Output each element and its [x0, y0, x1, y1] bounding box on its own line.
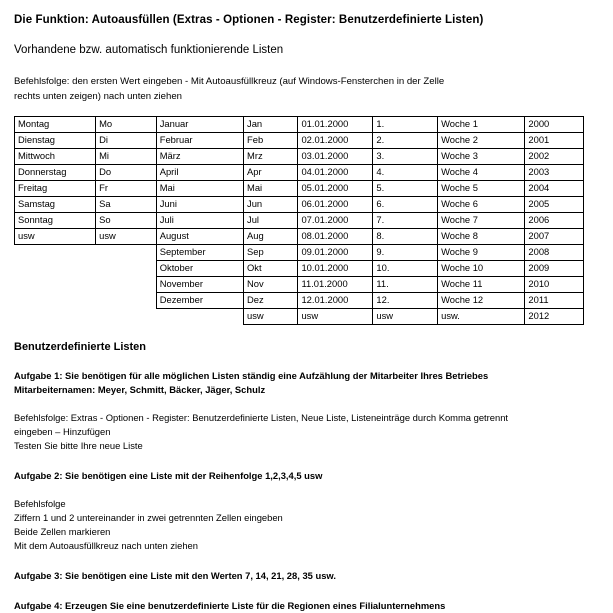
table-cell: [96, 277, 157, 293]
table-row: [15, 181, 584, 197]
task-2-command-line-1: Ziffern 1 und 2 untereinander in zwei getrennten Zellen eingeben: [14, 512, 283, 523]
table-cell: [96, 309, 157, 325]
task-4-heading: Aufgabe 4: Erzeugen Sie eine benutzerdefinierte Liste für die Regionen eines Filialunternehmens: [14, 600, 446, 611]
table-cell: 12.01.2000: [298, 293, 373, 309]
table-cell: Aug: [244, 229, 298, 245]
table-cell: 05.01.2000: [298, 181, 373, 197]
table-cell: Sonntag: [15, 213, 96, 229]
table-cell: 12.: [373, 293, 438, 309]
table-row: [15, 213, 584, 229]
table-cell: 11.01.2000: [298, 277, 373, 293]
table-cell: Mrz: [244, 149, 298, 165]
table-cell: 2007: [525, 229, 584, 245]
table-cell: 9.: [373, 245, 438, 261]
table-cell: Freitag: [15, 181, 96, 197]
table-cell: 10.01.2000: [298, 261, 373, 277]
table-cell: [15, 309, 96, 325]
table-cell: [96, 261, 157, 277]
page-subtitle: Vorhandene bzw. automatisch funktionierende Listen: [14, 44, 284, 56]
table-cell: Mi: [96, 149, 157, 165]
table-cell: Woche 5: [438, 181, 525, 197]
table-cell: Montag: [15, 117, 96, 133]
table-cell: Januar: [156, 117, 243, 133]
table-cell: Mai: [156, 181, 243, 197]
task-1-command-block: [14, 411, 599, 453]
table-cell: Juli: [156, 213, 243, 229]
table-cell: So: [96, 213, 157, 229]
page-title: Die Funktion: Autoausfüllen (Extras - Optionen - Register: Benutzerdefinierte Listen): [14, 14, 484, 26]
table-cell: Woche 2: [438, 133, 525, 149]
table-row: [15, 293, 584, 309]
table-cell: Mo: [96, 117, 157, 133]
table-cell: Donnerstag: [15, 165, 96, 181]
task-2-command-block: [14, 497, 599, 553]
table-cell: Mittwoch: [15, 149, 96, 165]
table-cell: [15, 261, 96, 277]
table-cell: Nov: [244, 277, 298, 293]
table-cell: 1.: [373, 117, 438, 133]
table-cell: usw: [373, 309, 438, 325]
table-cell: 3.: [373, 149, 438, 165]
instruction-line-1: Befehlsfolge: den ersten Wert eingeben - Mit Autoausfüllkreuz (auf Windows-Fensterchen in der Zelle: [14, 76, 445, 87]
table-cell: Do: [96, 165, 157, 181]
table-row: [15, 197, 584, 213]
table-cell: 2012: [525, 309, 584, 325]
table-cell: 2008: [525, 245, 584, 261]
task-1-command-line-2: eingeben – Hinzufügen: [14, 426, 111, 437]
table-cell: 7.: [373, 213, 438, 229]
table-row: [15, 261, 584, 277]
table-cell: Dezember: [156, 293, 243, 309]
task-1-heading: [14, 369, 599, 397]
table-cell: November: [156, 277, 243, 293]
table-cell: März: [156, 149, 243, 165]
table-cell: [156, 309, 243, 325]
table-row: [15, 133, 584, 149]
table-row: [15, 149, 584, 165]
table-cell: Dez: [244, 293, 298, 309]
table-cell: September: [156, 245, 243, 261]
instruction-line-2: rechts unten zeigen) nach unten ziehen: [14, 91, 183, 102]
table-cell: Woche 11: [438, 277, 525, 293]
table-cell: usw: [244, 309, 298, 325]
table-cell: Dienstag: [15, 133, 96, 149]
table-cell: 5.: [373, 181, 438, 197]
table-cell: Fr: [96, 181, 157, 197]
task-2-heading: Aufgabe 2: Sie benötigen eine Liste mit der Reihenfolge 1,2,3,4,5 usw: [14, 470, 323, 481]
table-cell: [15, 245, 96, 261]
table-cell: 04.01.2000: [298, 165, 373, 181]
table-cell: [15, 293, 96, 309]
autofill-lists-table: [14, 116, 584, 325]
table-cell: 8.: [373, 229, 438, 245]
table-cell: Di: [96, 133, 157, 149]
table-row: [15, 309, 584, 325]
table-cell: Woche 8: [438, 229, 525, 245]
table-cell: Feb: [244, 133, 298, 149]
table-cell: Woche 10: [438, 261, 525, 277]
table-cell: 2004: [525, 181, 584, 197]
task-1-line-1: Aufgabe 1: Sie benötigen für alle möglichen Listen ständig eine Aufzählung der Mitarbeiter Ihres Betriebes: [14, 370, 489, 381]
table-cell: Woche 9: [438, 245, 525, 261]
table-cell: 07.01.2000: [298, 213, 373, 229]
table-cell: Samstag: [15, 197, 96, 213]
table-cell: Oktober: [156, 261, 243, 277]
table-cell: 09.01.2000: [298, 245, 373, 261]
table-cell: 4.: [373, 165, 438, 181]
table-cell: Apr: [244, 165, 298, 181]
table-cell: 2010: [525, 277, 584, 293]
table-cell: usw: [298, 309, 373, 325]
table-body: [15, 117, 584, 325]
table-cell: usw: [96, 229, 157, 245]
table-cell: April: [156, 165, 243, 181]
section-heading-custom-lists: Benutzerdefinierte Listen: [14, 341, 147, 353]
table-cell: Sa: [96, 197, 157, 213]
table-cell: Jun: [244, 197, 298, 213]
table-cell: 06.01.2000: [298, 197, 373, 213]
table-cell: Woche 3: [438, 149, 525, 165]
task-3-heading: Aufgabe 3: Sie benötigen eine Liste mit den Werten 7, 14, 21, 28, 35 usw.: [14, 570, 336, 581]
task-2-command-line-2: Beide Zellen markieren: [14, 526, 111, 537]
task-2-command-line-3: Mit dem Autoausfüllkreuz nach unten ziehen: [14, 540, 198, 551]
table-cell: Woche 12: [438, 293, 525, 309]
table-cell: [96, 293, 157, 309]
table-cell: Woche 7: [438, 213, 525, 229]
table-row: [15, 229, 584, 245]
instruction-block: [14, 74, 599, 104]
table-cell: 2.: [373, 133, 438, 149]
table-cell: Woche 1: [438, 117, 525, 133]
table-cell: 2005: [525, 197, 584, 213]
table-cell: 6.: [373, 197, 438, 213]
table-cell: Februar: [156, 133, 243, 149]
table-cell: 2002: [525, 149, 584, 165]
table-cell: Jul: [244, 213, 298, 229]
table-cell: 2001: [525, 133, 584, 149]
table-cell: 01.01.2000: [298, 117, 373, 133]
table-cell: 2006: [525, 213, 584, 229]
table-cell: Sep: [244, 245, 298, 261]
table-cell: 11.: [373, 277, 438, 293]
table-cell: [15, 277, 96, 293]
table-row: [15, 165, 584, 181]
table-cell: 02.01.2000: [298, 133, 373, 149]
table-cell: 08.01.2000: [298, 229, 373, 245]
table-cell: Woche 6: [438, 197, 525, 213]
table-cell: Okt: [244, 261, 298, 277]
table-cell: 2009: [525, 261, 584, 277]
table-cell: Juni: [156, 197, 243, 213]
table-cell: 2000: [525, 117, 584, 133]
task-2-command-heading: Befehlsfolge: [14, 498, 66, 509]
table-row: [15, 245, 584, 261]
table-cell: 03.01.2000: [298, 149, 373, 165]
table-cell: 2011: [525, 293, 584, 309]
table-cell: Woche 4: [438, 165, 525, 181]
task-1-command-line-1: Befehlsfolge: Extras - Optionen - Register: Benutzerdefinierte Listen, Neue Liste, Listeneinträge durch Komma getrennt: [14, 412, 509, 423]
table-cell: 2003: [525, 165, 584, 181]
task-1-line-2: Mitarbeiternamen: Meyer, Schmitt, Bäcker, Jäger, Schulz: [14, 384, 266, 395]
table-cell: Mai: [244, 181, 298, 197]
table-row: [15, 277, 584, 293]
table-cell: [96, 245, 157, 261]
table-cell: August: [156, 229, 243, 245]
table-cell: 10.: [373, 261, 438, 277]
table-cell: usw.: [438, 309, 525, 325]
task-1-command-line-3: Testen Sie bitte Ihre neue Liste: [14, 440, 143, 451]
table-cell: Jan: [244, 117, 298, 133]
table-row: [15, 117, 584, 133]
table-cell: usw: [15, 229, 96, 245]
